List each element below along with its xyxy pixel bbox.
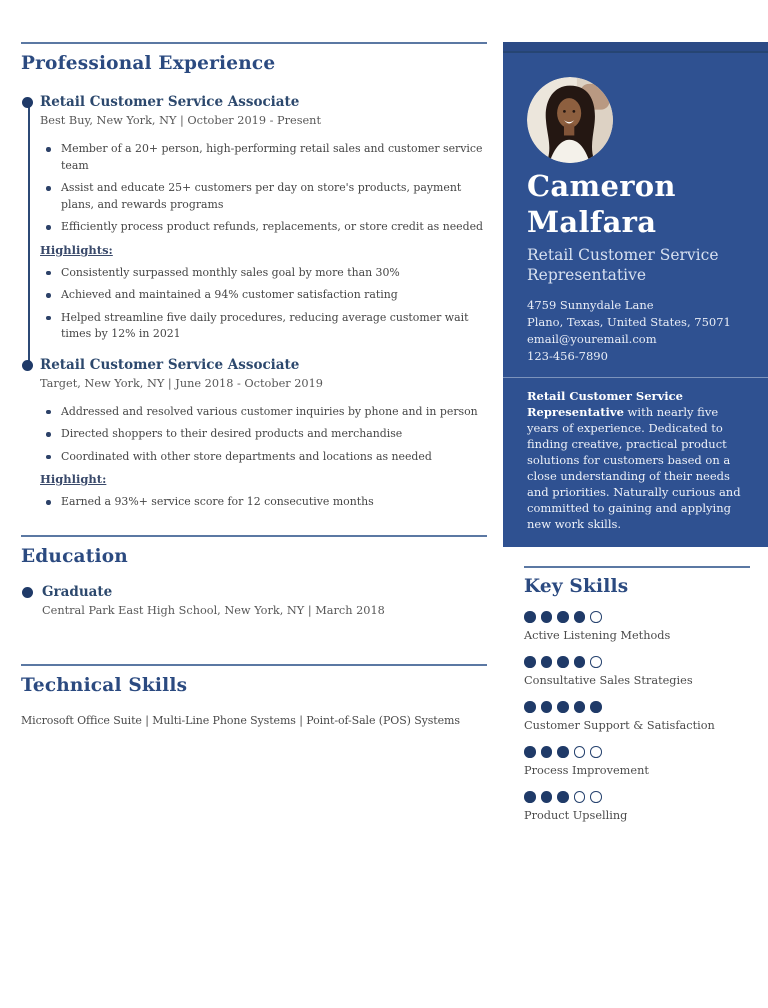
bullet-text: Member of a 20+ person, high-performing retail sales and customer service team [61, 142, 483, 172]
bullet-text: Addressed and resolved various customer inquiries by phone and in person [61, 404, 478, 418]
skill-dot-filled-icon [541, 656, 553, 668]
section-experience [21, 42, 487, 511]
address-line-2: Plano, Texas, United States, 75071 [527, 315, 731, 329]
section-divider [21, 664, 487, 666]
address-line-1: 4759 Sunnydale Lane [527, 298, 654, 312]
skill-dot-filled-icon [524, 611, 536, 623]
section-key-skills [524, 566, 750, 823]
skill-rating [524, 611, 750, 623]
jobs-list [21, 94, 487, 511]
bullet-item [40, 310, 487, 343]
bullet-item [40, 180, 487, 213]
job-meta: Target, New York, NY | June 2018 - October 2019 [40, 376, 323, 390]
bullet-icon [46, 316, 51, 321]
skill-label: Product Upselling [524, 809, 628, 822]
section-education [21, 535, 487, 618]
skill-dot-filled-icon [557, 791, 569, 803]
skill-label: Active Listening Methods [524, 629, 671, 642]
portrait-illustration [527, 77, 613, 163]
bullet-icon [46, 225, 51, 230]
bullet-item [40, 404, 487, 421]
bullet-icon [46, 410, 51, 415]
skill-dot-filled-icon [574, 701, 586, 713]
bullet-icon [46, 293, 51, 298]
bullet-text: Efficiently process product refunds, replacements, or store credit as needed [61, 220, 484, 233]
skill-dot-filled-icon [524, 701, 536, 713]
job-highlight-list [40, 494, 487, 511]
highlights-label: Highlights: [40, 242, 113, 257]
skill-dot-filled-icon [541, 791, 553, 803]
job-entry [21, 94, 487, 343]
profile-photo [527, 77, 613, 163]
contact-block [527, 297, 744, 365]
bullet-text: Directed shoppers to their desired products and merchandise [61, 427, 403, 440]
skill-dot-filled-icon [541, 611, 553, 623]
job-bullet-list [40, 141, 487, 236]
job-title: Retail Customer Service Associate [40, 356, 300, 373]
degree-meta: Central Park East High School, New York, NY | March 2018 [42, 603, 385, 617]
skill-dot-empty-icon [590, 746, 602, 758]
timeline-dot-icon [22, 587, 33, 598]
bullet-text: Coordinated with other store departments and locations as needed [61, 449, 432, 463]
sidebar-divider [503, 377, 768, 378]
bullet-item [40, 219, 487, 236]
degree-title: Graduate [42, 583, 113, 600]
skill-dot-filled-icon [590, 701, 602, 713]
skill-rating [524, 701, 750, 713]
skill-dot-empty-icon [590, 656, 602, 668]
bullet-text: Assist and educate 25+ customers per day on store's products, payment plans, and rewards programs [61, 181, 462, 211]
skill-item [524, 746, 750, 778]
job-bullet-list [40, 404, 487, 466]
skill-dot-filled-icon [574, 611, 586, 623]
experience-heading: Professional Experience [21, 53, 276, 74]
bullet-icon [46, 271, 51, 276]
summary-body: with nearly five years of experience. Dedicated to finding creative, practical product solutions for customers based on a close understanding of their needs and priorities. Naturally curious and committed to gaining and applying new work skills. [527, 405, 741, 531]
highlights-label: Highlight: [40, 472, 107, 486]
skill-item [524, 701, 750, 733]
job-entry [21, 357, 487, 511]
skill-dot-filled-icon [574, 656, 586, 668]
phone-text: 123-456-7890 [527, 349, 608, 363]
last-name: Malfara [527, 205, 657, 239]
bullet-icon [46, 500, 51, 505]
skills-list [524, 611, 750, 823]
skill-dot-empty-icon [590, 791, 602, 803]
skill-dot-filled-icon [557, 746, 569, 758]
skill-item [524, 611, 750, 643]
skill-label: Process Improvement [524, 764, 649, 777]
sidebar [503, 42, 768, 547]
bullet-text: Helped streamline five daily procedures, reducing average customer wait times by 12% in 2021 [61, 310, 469, 340]
timeline-dot-icon [22, 97, 33, 108]
bullet-item [40, 449, 487, 466]
bullet-icon [46, 432, 51, 437]
skill-item [524, 656, 750, 688]
bullet-icon [46, 147, 51, 152]
bullet-item [40, 287, 487, 304]
section-divider [21, 42, 487, 44]
technical-skills-heading: Technical Skills [21, 674, 188, 696]
skill-dot-filled-icon [557, 656, 569, 668]
education-heading: Education [21, 545, 128, 567]
job-meta: Best Buy, New York, NY | October 2019 - Present [40, 114, 321, 127]
main-column [21, 42, 487, 728]
bullet-item [40, 265, 487, 282]
section-technical-skills [21, 664, 487, 728]
skill-label: Customer Support & Satisfaction [524, 719, 715, 732]
sidebar-top-band [503, 42, 768, 53]
person-name [527, 168, 744, 240]
first-name: Cameron [527, 169, 676, 203]
timeline-dot-icon [22, 360, 33, 371]
skill-rating [524, 791, 750, 803]
skill-dot-empty-icon [574, 746, 586, 758]
summary-paragraph [527, 388, 744, 532]
skill-dot-filled-icon [524, 656, 536, 668]
bullet-icon [46, 186, 51, 191]
section-divider [21, 535, 487, 537]
summary-lead: Retail Customer Service Representative [527, 389, 683, 419]
skill-label: Consultative Sales Strategies [524, 674, 693, 687]
skill-dot-filled-icon [524, 791, 536, 803]
job-highlight-list [40, 265, 487, 343]
skill-dot-filled-icon [557, 611, 569, 623]
bullet-text: Achieved and maintained a 94% customer satisfaction rating [61, 288, 398, 301]
person-title: Retail Customer Service Representative [527, 246, 719, 284]
bullet-text: Consistently surpassed monthly sales goal by more than 30% [61, 265, 400, 279]
skill-dot-empty-icon [574, 791, 586, 803]
bullet-text: Earned a 93%+ service score for 12 consecutive months [61, 495, 374, 508]
technical-skills-text: Microsoft Office Suite | Multi-Line Phone Systems | Point-of-Sale (POS) Systems [21, 713, 460, 727]
skill-dot-filled-icon [541, 746, 553, 758]
bullet-icon [46, 455, 51, 460]
skill-dot-filled-icon [541, 701, 553, 713]
bullet-item [40, 141, 487, 174]
section-divider [524, 566, 750, 568]
bullet-item [40, 426, 487, 443]
email-text: email@youremail.com [527, 332, 657, 346]
job-title: Retail Customer Service Associate [40, 94, 300, 110]
skill-rating [524, 656, 750, 668]
skill-dot-filled-icon [557, 701, 569, 713]
key-skills-heading: Key Skills [524, 576, 629, 597]
skill-item [524, 791, 750, 823]
skill-dot-filled-icon [524, 746, 536, 758]
bullet-item [40, 494, 487, 511]
skill-rating [524, 746, 750, 758]
education-entry [21, 584, 487, 618]
skill-dot-empty-icon [590, 611, 602, 623]
